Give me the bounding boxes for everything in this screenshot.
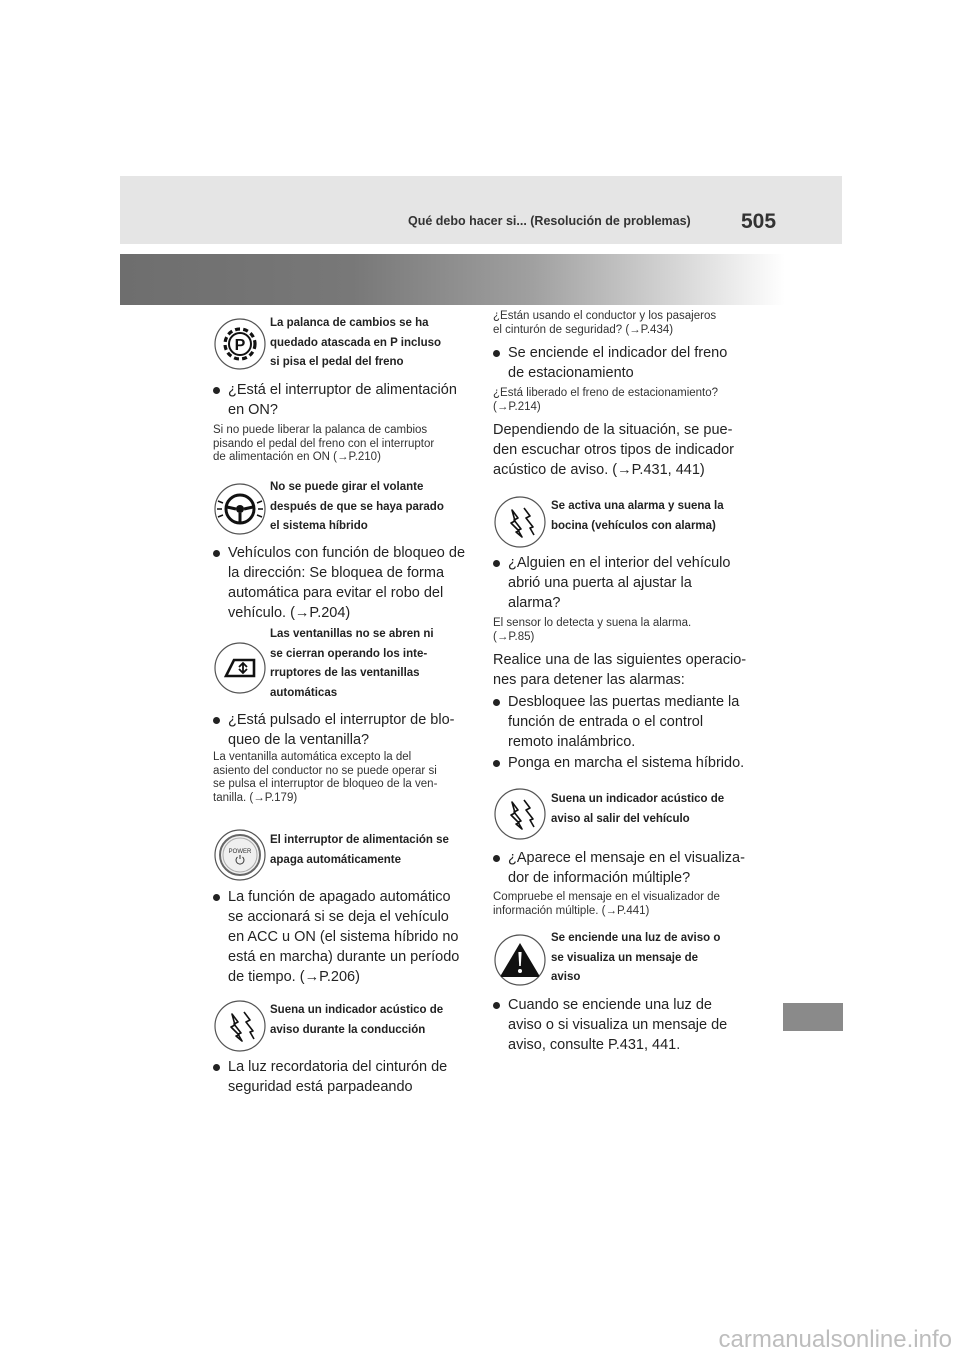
- svg-text:P: P: [234, 337, 246, 354]
- buzzer-types-paragraph: Dependiendo de la situación, se pue- den escuchar otros tipos de indicador acústico de aviso. (→P.431, 441): [493, 422, 735, 478]
- alarm-bullet-start: Ponga en marcha el sistema híbrido.: [493, 753, 744, 773]
- warning-triangle-icon: [494, 934, 546, 986]
- alarm-caption: Se activa una alarma y suena la bocina (vehículos con alarma): [551, 500, 724, 532]
- buzzer-exit-bullet: ¿Aparece el mensaje en el visualiza- dor de información múltiple?: [493, 848, 745, 888]
- power-button-icon: [214, 829, 266, 881]
- windows-bullet: ¿Está pulsado el interruptor de blo- queo de la ventanilla?: [213, 710, 455, 750]
- park-caption: La palanca de cambios se ha quedado atascada en P incluso si pisa el pedal del freno: [270, 317, 442, 368]
- park-note: Si no puede liberar la palanca de cambios pisando el pedal del freno con el interruptor de alimentación en ON (→P.210): [213, 424, 435, 463]
- brake-note: ¿Está liberado el freno de estacionamiento? (→P.214): [493, 387, 719, 413]
- power-caption: El interruptor de alimentación se apaga automáticamente: [270, 834, 449, 866]
- warning-caption: Se enciende una luz de aviso o se visualiza un mensaje de aviso: [551, 932, 721, 983]
- alarm-paragraph: Realice una de las siguientes operacio- nes para detener las alarmas:: [493, 652, 747, 688]
- park-bullet: ¿Está el interruptor de alimentación en ON?: [213, 380, 457, 420]
- buzzer-icon: [214, 1000, 266, 1052]
- buzzer-driving-caption: Suena un indicador acústico de aviso durante la conducción: [270, 1004, 444, 1036]
- seatbelt-note: ¿Están usando el conductor y los pasajeros el cinturón de seguridad? (→P.434): [493, 310, 717, 336]
- page-number: 505: [741, 210, 777, 233]
- svg-text:POWER: POWER: [228, 849, 252, 855]
- buzzer-exit-note: Compruebe el mensaje en el visualizador de información múltiple. (→P.441): [493, 891, 720, 917]
- windows-note: La ventanilla automática excepto la del asiento del conductor no se puede operar si se pulsa el interruptor de bloqueo de la ven- tanilla. (→P.179): [213, 751, 438, 804]
- alarm-bullet-unlock: Desbloquee las puertas mediante la función de entrada o el control remoto inalámbrico.: [493, 692, 739, 752]
- buzzer-exit-icon: [494, 788, 546, 840]
- window-switch-icon: [214, 642, 266, 694]
- steering-bullet: Vehículos con función de bloqueo de la dirección: Se bloquea de forma automática para evitar el robo del vehículo. (→P.204): [213, 543, 465, 623]
- steering-lock-icon: [214, 483, 266, 535]
- brake-bullet: Se enciende el indicador del freno de estacionamiento: [493, 343, 727, 383]
- buzzer-exit-caption: Suena un indicador acústico de aviso al salir del vehículo: [551, 793, 725, 825]
- alarm-bullet: ¿Alguien en el interior del vehículo abrió una puerta al ajustar la alarma?: [493, 553, 730, 613]
- power-bullet: La función de apagado automático se accionará si se deja el vehículo en ACC u ON (el sistema híbrido no está en marcha) durante un período de tiempo. (→P.206): [213, 887, 459, 987]
- warning-bullet: Cuando se enciende una luz de aviso o si visualiza un mensaje de aviso, consulte P.431, 441.: [493, 995, 727, 1055]
- buzzer-driving-bullet: La luz recordatoria del cinturón de seguridad está parpadeando: [213, 1057, 447, 1097]
- watermark: carmanualsonline.info: [718, 1326, 952, 1353]
- header-band: [120, 176, 842, 244]
- alarm-note: El sensor lo detecta y suena la alarma. (→P.85): [493, 617, 692, 643]
- parking-gear-icon: [214, 318, 266, 370]
- windows-caption: Las ventanillas no se abren ni se cierran operando los inte- rruptores de las ventanillas automáticas: [270, 628, 434, 699]
- page-header-title: Qué debo hacer si... (Resolución de problemas): [408, 214, 691, 228]
- alarm-icon: [494, 496, 546, 548]
- steering-caption: No se puede girar el volante después de que se haya parado el sistema híbrido: [270, 481, 444, 532]
- section-gradient-band: [120, 254, 785, 305]
- chapter-side-tab: [783, 1003, 843, 1031]
